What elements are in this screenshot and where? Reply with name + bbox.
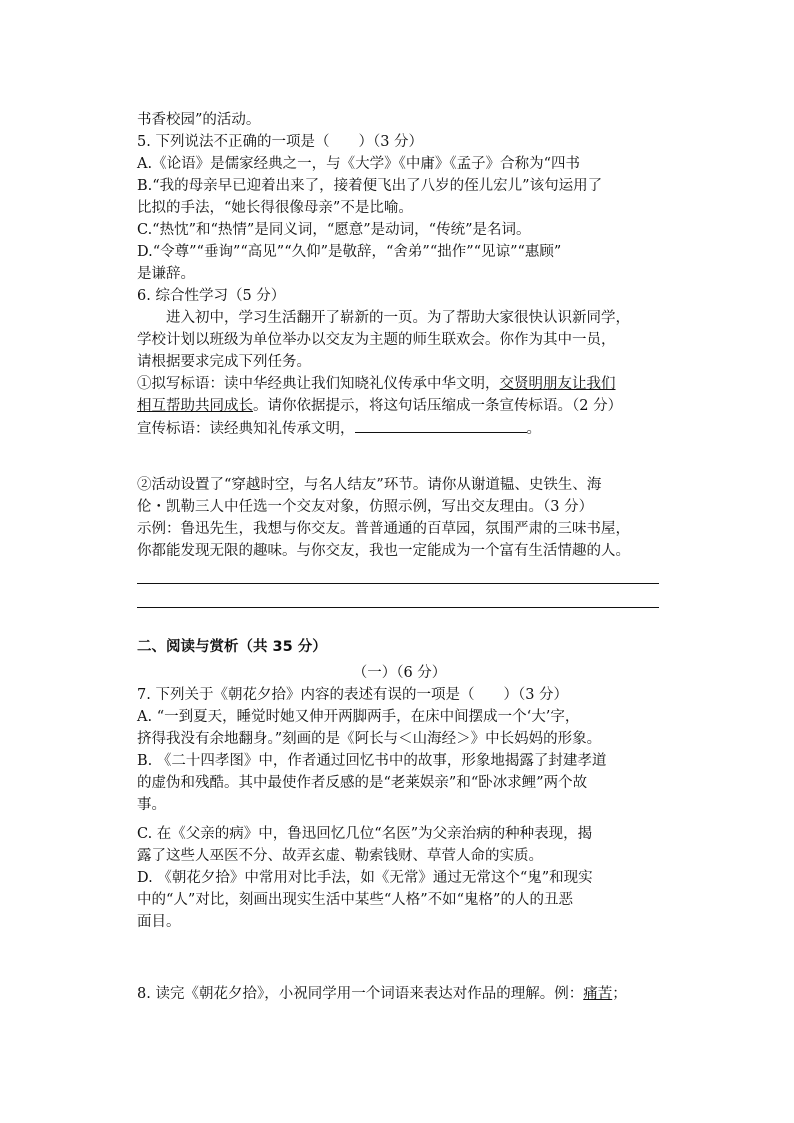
text-span: 。 — [526, 421, 541, 437]
subsection-heading: （一）（6 分） — [352, 665, 447, 681]
question-7-option-b: B. 《二十四孝图》中，作者通过回忆书中的故事，形象地揭露了封建孝道 — [137, 753, 607, 769]
text-line: 中的“人”对比，刻画出现实生活中某些“人格”不如“鬼格”的人的丑恶 — [137, 892, 573, 908]
text-line: 请根据要求完成下列任务。 — [137, 354, 311, 370]
text-line: 的虚伪和残酷。其中最使作者反感的是“老莱娱亲”和“卧冰求鲤”两个故 — [137, 775, 588, 791]
text-span: ； — [612, 986, 627, 1002]
text-line: 比拟的手法，“她长得很像母亲”不是比喻。 — [137, 200, 413, 216]
text-line: 面目。 — [137, 914, 181, 930]
text-span: ①拟写标语：读中华经典让我们知晓礼仪传承中华文明， — [137, 376, 500, 392]
underlined-text: 相互帮助共同成长 — [137, 398, 253, 414]
question-5-option-d: D.“令尊”“垂询”“高见”“久仰”是敬辞，“舍弟”“拙作”“见谅”“惠顾” — [137, 244, 562, 260]
answer-line[interactable] — [137, 607, 659, 608]
question-7-option-d: D. 《朝花夕拾》中常用对比手法，如《无常》通过无常这个“鬼”和现实 — [137, 870, 593, 886]
text-span: 宣传标语：读经典知礼传承文明， — [137, 421, 355, 437]
task-1-line — [137, 396, 662, 417]
question-6-stem: 6. 综合性学习（5 分） — [137, 288, 286, 304]
question-5-stem: 5. 下列说法不正确的一项是（ ）（3 分） — [137, 134, 424, 150]
question-7-option-c: C. 在《父亲的病》中，鲁迅回忆几位“名医”为父亲治病的种种表现，揭 — [137, 826, 593, 842]
question-8-stem — [137, 984, 662, 1005]
text-line: 书香校园”的活动。 — [137, 112, 261, 128]
text-line: 你都能发现无限的趣味。与你交友，我也一定能成为一个富有生活情趣的人。 — [137, 543, 630, 559]
question-5-option-b: B.“我的母亲早已迎着出来了，接着便飞出了八岁的侄儿宏儿”该句运用了 — [137, 178, 603, 194]
underlined-text: 交贤明朋友让我们 — [499, 376, 616, 392]
question-5-option-c: C.“热忱”和“热情”是同义词，“愿意”是动词，“传统”是名词。 — [137, 222, 531, 238]
text-span: 。请你依据提示，将这句话压缩成一条宣传标语。（2 分） — [253, 398, 623, 414]
question-5-option-a: A.《论语》是儒家经典之一，与《大学》《中庸》《孟子》合称为“四书 — [137, 156, 580, 172]
text-line: 伦・凯勒三人中任选一个交友对象，仿照示例，写出交友理由。（3 分） — [137, 499, 594, 515]
question-7-option-a: A. “一到夏天，睡觉时她又伸开两脚两手，在床中间摆成一个‘大’字， — [137, 709, 580, 725]
text-line: 事。 — [137, 797, 166, 813]
slogan-line — [137, 418, 662, 440]
text-line: 是谦辞。 — [137, 266, 195, 282]
text-line: 学校计划以班级为单位举办以交友为主题的师生联欢会。你作为其中一员， — [137, 332, 616, 348]
answer-blank[interactable] — [355, 418, 527, 433]
example-line: 示例：鲁迅先生，我想与你交友。普普通通的百草园，氛围严肃的三味书屋， — [137, 521, 630, 537]
text-line: 进入初中，学习生活翻开了崭新的一页。为了帮助大家很快认识新同学， — [137, 310, 630, 326]
question-7-stem: 7. 下列关于《朝花夕拾》内容的表述有误的一项是（ ）（3 分） — [137, 687, 569, 703]
underlined-text: 痛苦 — [583, 986, 613, 1002]
text-span: 8. 读完《朝花夕拾》，小祝同学用一个词语来表达对作品的理解。例： — [137, 986, 584, 1002]
answer-line[interactable] — [137, 583, 659, 584]
section-heading: 二、阅读与赏析（共 35 分） — [137, 639, 327, 655]
text-line: 挤得我没有余地翻身。”刻画的是《阿长与＜山海经＞》中长妈妈的形象。 — [137, 731, 602, 747]
task-1-line — [137, 374, 662, 395]
text-line: 露了这些人巫医不分、故弄玄虚、勒索钱财、草菅人命的实质。 — [137, 848, 543, 864]
task-2-line: ②活动设置了“穿越时空，与名人结友”环节。请你从谢道韫、史铁生、海 — [137, 477, 602, 493]
